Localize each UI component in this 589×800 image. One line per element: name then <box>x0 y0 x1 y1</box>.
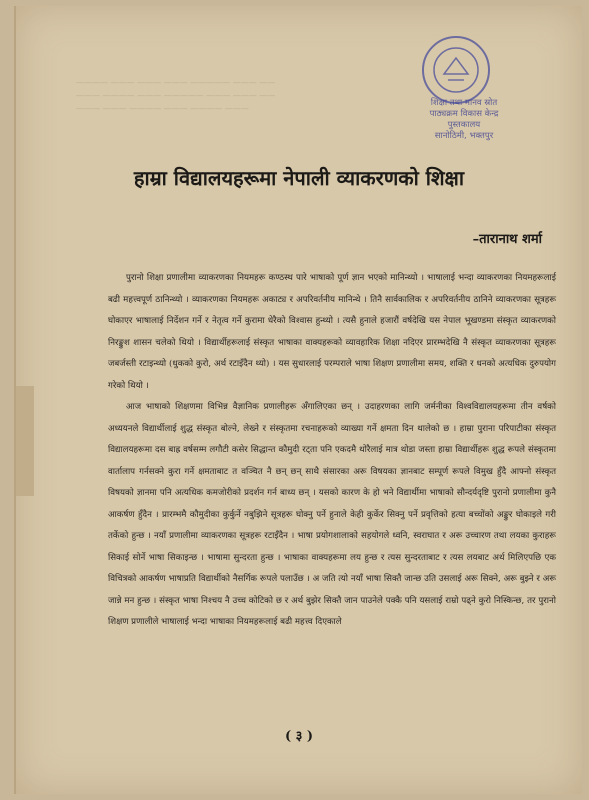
article-title: हाम्रा विद्यालयहरूमा नेपाली व्याकरणको शिक्षा <box>133 166 465 190</box>
stamp-line: पुस्तकालय <box>447 120 481 130</box>
stamp-line: पाठ्यक्रम विकास केन्द्र <box>429 109 499 119</box>
stamp-line: शिक्षा तथा मानव स्रोत <box>430 98 498 108</box>
torn-edge <box>16 386 34 496</box>
stamp-line: सानोठिमी, भक्तपुर <box>434 131 494 141</box>
paragraph: आज भाषाको शिक्षणमा विभिन्न वैज्ञानिक प्रणालीहरू अँगालिएका छन् । उदाहरणका लागि जर्मनीका विश्वविद्यालयहरूमा तीन वर्षको अध्ययनले विद्यार्थीलाई शुद्ध संस्कृत बोल्ने, लेख्ने र संस्कृतमा रचनाहरूको व्याख्या गर्ने क्षमता दिन थालेको छ । हाम्रा पुराना परिपाटीका संस्कृत विद्यालयहरूमा दस बाह्र वर्षसम्म लगौटी कसेर सिद्धान्त कौमुदी रट्ता पनि एकदमै थोरैलाई मात्र थोडा जस्ता हाम्रा विद्यार्थीहरू शुद्ध रूपले संस्कृतमा वार्तालाप गर्नसक्ने कुरा गर्ने क्षमताबाट त वञ्चित नै छन् छन् साथै संसारका अरू विषयका ज्ञानबाट सम्पूर्ण रूपले विमुख हुँदै आफ्नो संस्कृत विषयको ज्ञानमा पनि अत्यधिक कमजोरीको प्रदर्शन गर्न बाध्य छन् । यसको कारण के हो भने विद्यार्थीमा भाषाको सौन्दर्यदृष्टि पुरानो प्रणालीमा कुनै आकर्षण हुँदैन । प्रारम्भमै कौमुदीका कुर्कुर्ने नबुझिने सूत्रहरू घोक्नु पर्ने हुनाले केही कुर्केर सिक्नु पर्ने प्रवृत्तिको हत्या बच्चोंको अङ्कुर घोकाइले गरी तर्केको हुन्छ । नयाँ प्रणालीमा व्याकरणका सूत्रहरू रटाइँदैन । भाषा प्रयोगशालाको सहयोगले ध्वनि, स्वराघात र अरू उच्चारण तथा लयका कुराहरू सिकाई सोर्ने भाषा सिकाइन्छ । भाषामा सुन्दरता हुन्छ । भाषाका वाक्यहरूमा लय हुन्छ र त्यस सुन्दरताबाट र त्यस लयबाट अर्थ मिलिएपछि एक विचित्रको आकर्षण भाषाप्रति विद्यार्थीको नैसर्गिक रूपले पलाउँछ । अ जति त्यो नयाँ भाषा सिक्तै जान्छ उति उसलाई अरू सिक्ने, अरू बुझ्ने र अरू जान्ने मन हुन्छ । संस्कृत भाषा निश्चय नै उच्च कोटिको छ र अर्थ बुझेर सिक्तै जान पाउनेले पक्कै पनि यसलाई राम्रो पढ्ने कुरो निस्किन्छ, तर पुरानो शिक्षण प्रणालीले भाषालाई भन्दा भाषाका नियमहरूलाई बढी महत्त्व दिएकाले <box>108 402 556 627</box>
article-body <box>108 268 556 634</box>
bleed-through-text: ———— ——— ——— ——— ————— ——— —— ——— ———— ——— ————— ——— ——— —— ——— ——— ———— ——— ———— ——— <box>76 78 276 113</box>
page-number: ( ३ ) <box>284 729 314 744</box>
author-name: –तारानाथ शर्मा <box>472 232 542 247</box>
library-stamp-text <box>394 98 534 142</box>
seal-emblem-icon <box>424 38 488 102</box>
library-stamp-seal <box>422 36 490 104</box>
document-page <box>14 6 582 794</box>
paragraph: पुरानो शिक्षा प्रणालीमा व्याकरणका नियमहरू कण्ठस्थ पारे भाषाको पूर्ण ज्ञान भएको मानिन्थ्यो । भाषालाई भन्दा व्याकरणका नियमहरूलाई बढी महत्त्वपूर्ण ठानिन्थ्यो । व्याकरणका नियमहरू अकाट्य र अपरिवर्तनीय मानिन्थे । तिनै सार्वकालिक र अपरिवर्तनीय ठानिने व्याकरणका सूत्रहरू घोकाएर भाषालाई निर्देशन गर्ने र नेतृत्व गर्ने कुरामा धेरैको विश्वास हुन्थ्यो । त्यसै हुनाले हजारौं वर्षदेखि यस नेपाल भूखण्डमा संस्कृत व्याकरणको निरङ्कुश शासन चलेको थियो । विद्यार्थीहरूलाई संस्कृत भाषाका वाक्यहरूको व्यावहारिक शिक्षा नदिएर प्रारम्भदेखि नै संस्कृत व्याकरणका सूत्रहरू जबर्जस्ती रटाइन्थ्यो (धुकको कुरो, अर्थ रटाइँदैन थ्यो) । यस सुधारलाई परम्पराले भाषा शिक्षण प्रणालीमा समय, शक्ति र धनको अत्यधिक दुरुपयोग गरेको थियो । <box>108 273 556 391</box>
